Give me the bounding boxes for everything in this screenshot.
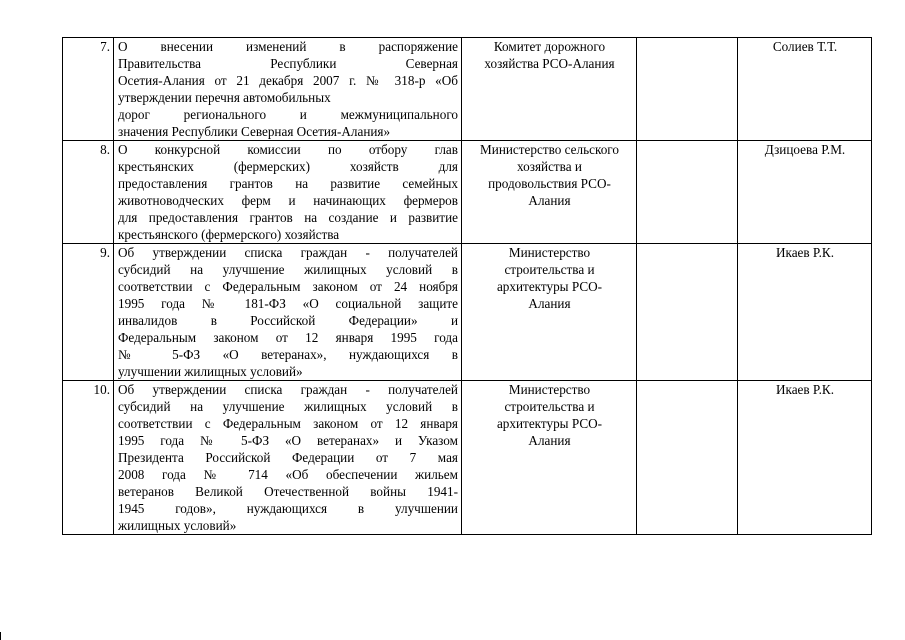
- table-row: [63, 381, 872, 535]
- title-line: Президента Российской Федерации от 7 мая: [118, 450, 458, 465]
- organization-line: архитектуры РСО-: [496, 416, 603, 431]
- document-title: [114, 381, 462, 535]
- organization-line: строительства и: [504, 262, 595, 277]
- title-line: Об утверждении списка граждан - получателей: [118, 382, 458, 397]
- title-line: дорог регионального и межмуниципального: [118, 107, 458, 122]
- title-line: 1995 года № 5-ФЗ «О ветеранах» и Указом: [118, 433, 458, 448]
- title-line: крестьянского (фермерского) хозяйства: [118, 227, 340, 242]
- title-line: утверждении перечня автомобильных: [118, 90, 331, 105]
- organization-line: Алания: [528, 296, 571, 311]
- empty-cell: [637, 38, 738, 141]
- title-line: № 5-ФЗ «О ветеранах», нуждающихся в: [118, 347, 458, 362]
- title-line: Правительства Республики Северная: [118, 56, 458, 71]
- organization-line: Алания: [528, 433, 571, 448]
- title-line: О конкурсной комиссии по отбору глав: [118, 142, 458, 157]
- row-number: 10.: [63, 381, 114, 535]
- organization-line: архитектуры РСО-: [496, 279, 603, 294]
- organization: [462, 38, 637, 141]
- title-line: для предоставления грантов на создание и развитие: [118, 210, 458, 225]
- organization-line: Министерство сельского: [480, 142, 619, 157]
- responsible-person: Солиев Т.Т.: [738, 38, 872, 141]
- document-title: [114, 244, 462, 381]
- title-line: Федеральным законом от 12 января 1995 года: [118, 330, 458, 345]
- title-line: Осетия-Алания от 21 декабря 2007 г. № 318-р «Об: [118, 73, 458, 88]
- organization-line: хозяйства и: [517, 159, 582, 174]
- title-line: крестьянских (фермерских) хозяйств для: [118, 159, 458, 174]
- row-number: 8.: [63, 141, 114, 244]
- row-number: 7.: [63, 38, 114, 141]
- title-line: предоставления грантов на развитие семейных: [118, 176, 458, 191]
- title-line: О внесении изменений в распоряжение: [118, 39, 458, 54]
- responsible-person: Икаев Р.К.: [738, 381, 872, 535]
- organization-line: Комитет дорожного: [493, 39, 606, 54]
- title-line: 1995 года № 181-ФЗ «О социальной защите: [118, 296, 458, 311]
- organization-line: строительства и: [504, 399, 595, 414]
- title-line: 1945 годов», нуждающихся в улучшении: [118, 501, 458, 516]
- document-table: [62, 37, 872, 535]
- organization: [462, 381, 637, 535]
- title-line: Об утверждении списка граждан - получателей: [118, 245, 458, 260]
- title-line: значения Республики Северная Осетия-Алания»: [118, 124, 391, 139]
- organization-line: Алания: [528, 193, 571, 208]
- responsible-person: Икаев Р.К.: [738, 244, 872, 381]
- table-row: [63, 38, 872, 141]
- empty-cell: [637, 244, 738, 381]
- empty-cell: [637, 141, 738, 244]
- responsible-person: Дзицоева Р.М.: [738, 141, 872, 244]
- table-body: [63, 38, 872, 535]
- organization: [462, 244, 637, 381]
- organization-line: продовольствия РСО-: [488, 176, 611, 191]
- organization-line: Министерство: [508, 245, 591, 260]
- document-title: [114, 38, 462, 141]
- title-line: соответствии с Федеральным законом от 12 января: [118, 416, 458, 431]
- title-line: субсидий на улучшение жилищных условий в: [118, 262, 458, 277]
- organization-line: Министерство: [508, 382, 591, 397]
- organization: [462, 141, 637, 244]
- table-row: [63, 244, 872, 381]
- title-line: животноводческих ферм и начинающих фермеров: [118, 193, 458, 208]
- title-line: 2008 года № 714 «Об обеспечении жильем: [118, 467, 458, 482]
- title-line: соответствии с Федеральным законом от 24 ноября: [118, 279, 458, 294]
- title-line: жилищных условий»: [118, 518, 237, 533]
- title-line: субсидий на улучшение жилищных условий в: [118, 399, 458, 414]
- organization-line: хозяйства РСО-Алания: [484, 56, 615, 71]
- title-line: ветеранов Великой Отечественной войны 1941-: [118, 484, 458, 499]
- row-number: 9.: [63, 244, 114, 381]
- title-line: инвалидов в Российской Федерации» и: [118, 313, 458, 328]
- empty-cell: [637, 381, 738, 535]
- title-line: улучшении жилищных условий»: [118, 364, 303, 379]
- document-title: [114, 141, 462, 244]
- table-row: [63, 141, 872, 244]
- scan-edge-mark: [0, 632, 4, 640]
